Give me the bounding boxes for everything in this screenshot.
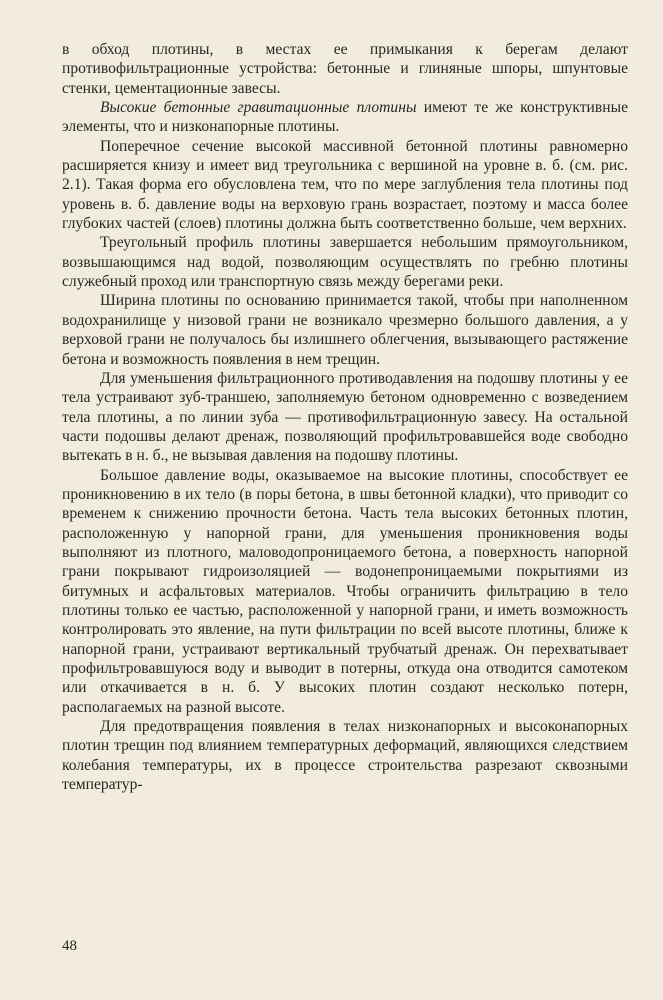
paragraph-continuation: в обход плотины, в местах ее примыкания к берегам делают противофильтрационные устройства: бетонные и глиняные шпоры, шпунтовые стенки, цементационные завесы. xyxy=(62,41,628,97)
body-text xyxy=(62,40,628,794)
paragraph-text: имеют те же конструктивные элементы, что и низконапорные плотины. xyxy=(62,99,628,136)
page-number: 48 xyxy=(62,938,77,954)
paragraph-filtration: Для уменьшения фильтрационного противодавления на подошву плотины у ее тела устраивают зуб-траншею, заполняемую бетоном одновременно с возведением тела плотины, а по линии зуба — противофильтрационную завесу. На остальной части подошвы делают дренаж, позволяющий профильтровавшейся воде свободно вытекать в н. б., не вызывая давления на подошву плотины. xyxy=(62,369,628,465)
paragraph-triangular-profile: Треугольный профиль плотины завершается небольшим прямоугольником, возвышающимся над водой, позволяющим осуществлять по гребню плотины служебный проход или транспортную связь между берегами реки. xyxy=(62,234,628,291)
paragraph-cracks: Для предотвращения появления в телах низконапорных и высоконапорных плотин трещин под влиянием температурных деформаций, являющихся следствием колебания температуры, их в процессе строительства разрезают сквозными температур- xyxy=(62,718,628,794)
paragraph-cross-section: Поперечное сечение высокой массивной бетонной плотины равномерно расширяется книзу и имеет вид треугольника с вершиной на уровне в. б. (см. рис. 2.1). Такая форма его обусловлена тем, что по мере заглубления тела плотины под уровень в. б. давление воды на верховую грань возрастает, поэтому и масса более глубоких частей (слоев) плотины должна быть соответственно больше, чем верхних. xyxy=(62,137,628,233)
italic-term: Высокие бетонные гравитационные плотины xyxy=(100,99,417,117)
paragraph-dam-width: Ширина плотины по основанию принимается такой, чтобы при наполненном водохранилище у низовой грани не возникало чрезмерно большого давления, а у верховой грани не получалось бы излишнего облегчения, вызывающего растяжение бетона и возможность появления в нем трещин. xyxy=(62,292,628,368)
paragraph-high-dams xyxy=(62,98,628,137)
paragraph-water-pressure: Большое давление воды, оказываемое на высокие плотины, способствует ее проникновению в их тело (в поры бетона, в швы бетонной кладки), что приводит со временем к снижению прочности бетона. Часть тела высоких бетонных плотин, расположенную у напорной грани, для уменьшения проникновения воды выполняют из плотного, маловодопроницаемого бетона, а поверхность напорной грани покрывают гидроизоляцией — водонепроницаемыми покрытиями из битумных и асфальтовых материалов. Чтобы ограничить фильтрацию в тело плотины только ее частью, расположенной у напорной грани, и иметь возможность контролировать это явление, на пути фильтрации по всей высоте плотины, ближе к напорной грани, устраивают вертикальный трубчатый дренаж. Он перехватывает профильтровавшуюся воду и выводит в потерны, откуда она отводится самотеком или откачивается в н. б. У высоких плотин создают несколько потерн, располагаемых на разной высоте. xyxy=(62,466,628,716)
